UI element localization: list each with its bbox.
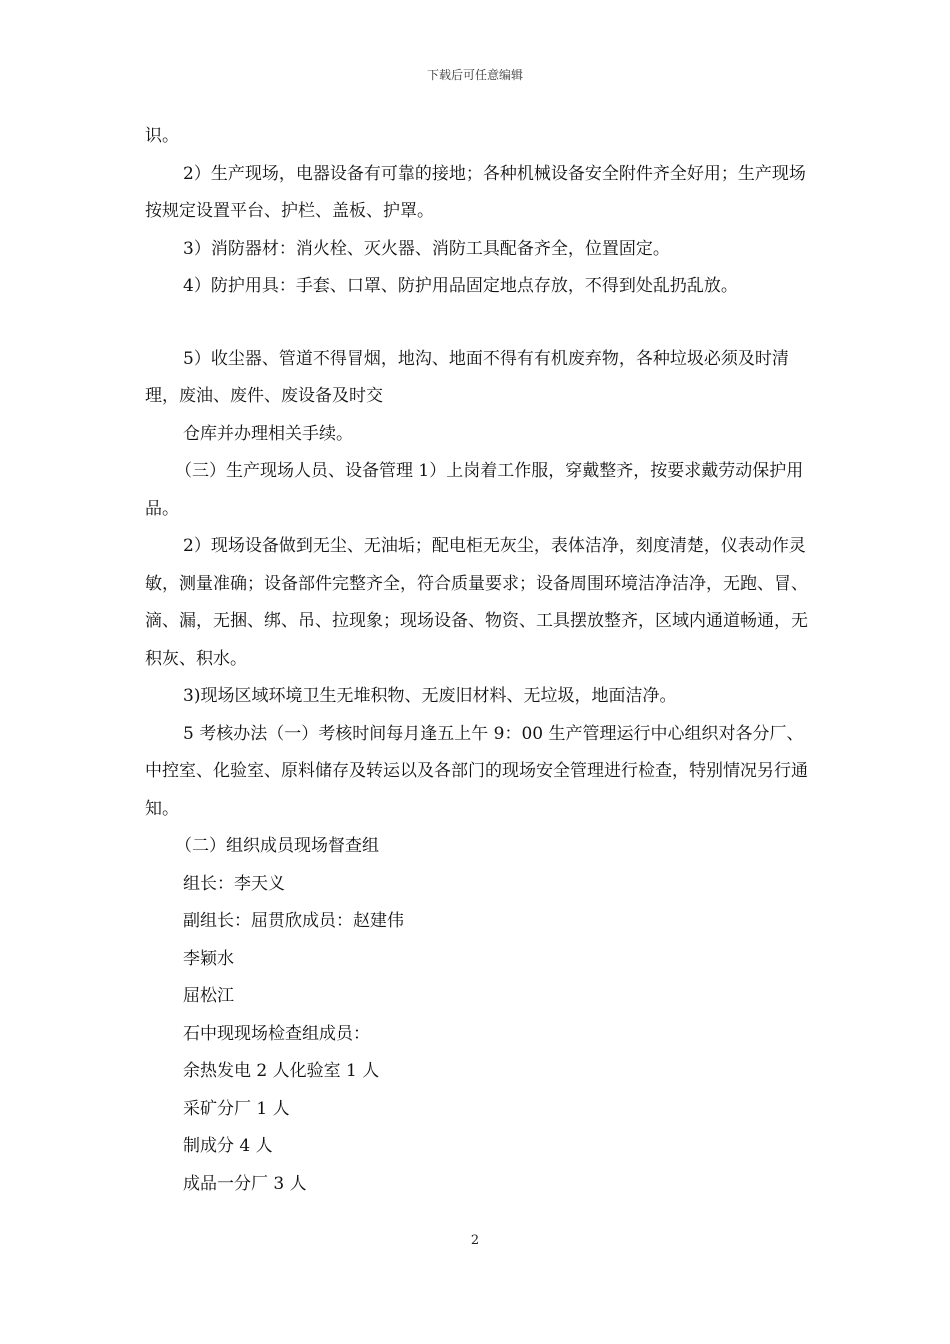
paragraph-15: 屈松江: [183, 986, 234, 1006]
paragraph-8: 2）现场设备做到无尘、无油垢；配电柜无灰尘，表体洁净，刻度清楚，仪表动作灵敏，测量准确；设备部件完整齐全，符合质量要求；设备周围环境洁净洁净，无跑、冒、滴、漏，无捆、绑、吊、拉现象；现场设备、物资、工具摆放整齐，区域内通道畅通，无积灰、积水。: [145, 536, 808, 669]
document-body: [145, 118, 810, 1203]
paragraph-19: 制成分 4 人: [183, 1136, 273, 1156]
paragraph-17: 余热发电 2 人化验室 1 人: [183, 1061, 380, 1081]
paragraph-5: 5）收尘器、管道不得冒烟，地沟、地面不得有有机废弃物，各种垃圾必须及时清理，废油、废件、废设备及时交: [145, 348, 789, 406]
paragraph-6: 仓库并办理相关手续。: [183, 423, 353, 444]
paragraph-13: 副组长：屈贯欣成员：赵建伟: [183, 911, 404, 931]
paragraph-14: 李颖水: [183, 948, 234, 969]
paragraph-4: 4）防护用具：手套、口罩、防护用品固定地点存放，不得到处乱扔乱放。: [183, 276, 738, 296]
paragraph-3: 3）消防器材：消火栓、灭火器、消防工具配备齐全，位置固定。: [183, 238, 670, 259]
page-number: 2: [470, 1233, 480, 1248]
paragraph-2: 2）生产现场，电器设备有可靠的接地；各种机械设备安全附件齐全好用；生产现场按规定设置平台、护栏、盖板、护罩。: [145, 163, 806, 221]
paragraph-9: 3)现场区域环境卫生无堆积物、无废旧材料、无垃圾，地面洁净。: [183, 686, 677, 706]
page-header: 下载后可任意编辑: [426, 68, 523, 82]
paragraph-1: 识。: [145, 126, 179, 146]
paragraph-20: 成品一分厂 3 人: [183, 1173, 307, 1194]
blank-gap: [145, 306, 810, 341]
paragraph-12: 组长：李天义: [183, 873, 285, 894]
paragraph-11: （二）组织成员现场督查组: [175, 836, 379, 856]
paragraph-7: （三）生产现场人员、设备管理 1）上岗着工作服，穿戴整齐，按要求戴劳动保护用品。: [145, 461, 804, 519]
paragraph-18: 采矿分厂 1 人: [183, 1098, 290, 1119]
paragraph-16: 石中现现场检查组成员：: [183, 1023, 370, 1044]
paragraph-10: 5 考核办法（一）考核时间每月逢五上午 9：00 生产管理运行中心组织对各分厂、中控室、化验室、原料储存及转运以及各部门的现场安全管理进行检查，特别情况另行通知。: [145, 723, 808, 819]
